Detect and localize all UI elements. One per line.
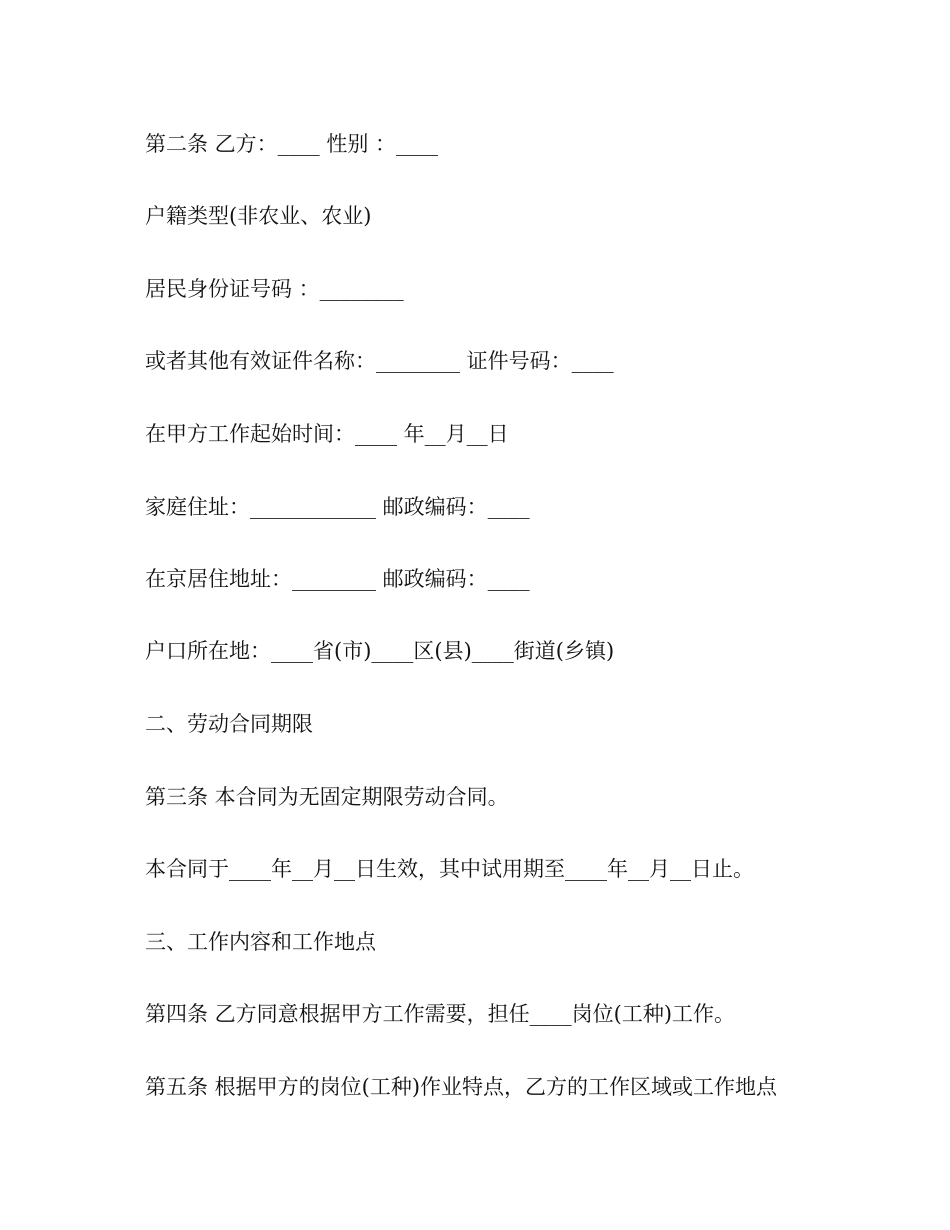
id-number-line: 居民身份证号码 ：________ [145,277,404,301]
hukou-location-line: 户口所在地：____省(市)____区(县)____街道(乡镇) [145,639,615,663]
clause-3-line: 第三条 本合同为无固定期限劳动合同。 [145,785,509,809]
clause-4-line: 第四条 乙方同意根据甲方工作需要，担任____岗位(工种)工作。 [145,1002,736,1026]
start-date-line: 在甲方工作起始时间：____ 年__月__日 [145,422,509,446]
effective-date-line: 本合同于____年__月__日生效，其中试用期至____年__月__日止。 [145,857,754,881]
household-type-line: 户籍类型(非农业、农业) [145,204,372,228]
section-3-heading: 三、工作内容和工作地点 [145,930,376,954]
beijing-address-line: 在京居住地址：________ 邮政编码：____ [145,567,530,591]
other-id-line: 或者其他有效证件名称：________ 证件号码：____ [145,349,614,373]
clause-2-party-b-gender: 第二条 乙方：____ 性别 ：____ [145,132,439,156]
section-2-heading: 二、劳动合同期限 [145,712,313,736]
clause-5-line: 第五条 根据甲方的岗位(工种)作业特点，乙方的工作区域或工作地点 [145,1075,778,1099]
home-address-line: 家庭住址：____________ 邮政编码：____ [145,495,530,519]
